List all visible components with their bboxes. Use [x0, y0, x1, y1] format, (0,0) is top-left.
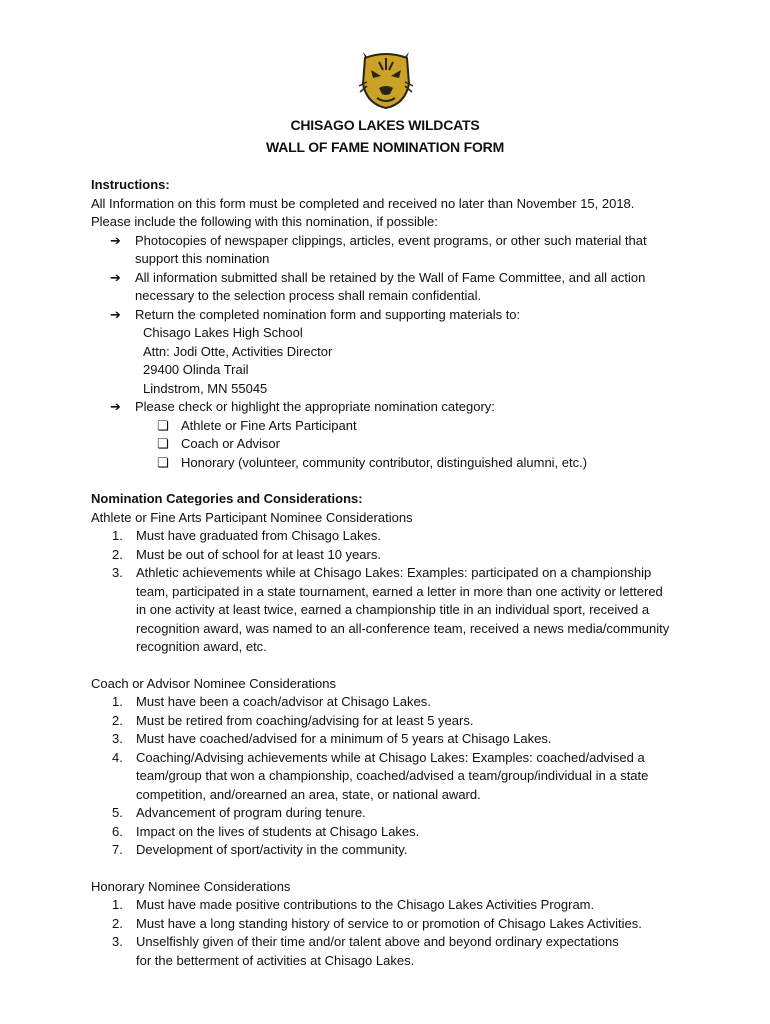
instruction-bullet: ➔ Return the completed nomination form and supporting materials to: [91, 306, 711, 325]
list-item: 1. Must have graduated from Chisago Lakes. [112, 528, 381, 543]
category-option-athlete[interactable]: ❏ Athlete or Fine Arts Participant [91, 417, 711, 436]
list-item: 3. Athletic achievements while at Chisago Lakes: Examples: participated on a championship team, participated in a state tournament, earned a letter in more than one activity or lettered in one activity at least twice, earned a championship title in an individual sport, received a recognition award, was named to an all-conference team, received a news media/community recognition award, etc. [112, 565, 670, 654]
org-title: CHISAGO LAKES WILDCATS [290, 117, 480, 133]
list-item: 2. Must be out of school for at least 10 years. [112, 546, 381, 562]
checkbox-icon[interactable]: ❏ [157, 436, 169, 451]
form-body [91, 176, 711, 970]
considerations-heading: Nomination Categories and Considerations: [91, 491, 363, 506]
list-item: 5. Advancement of program during tenure. [112, 805, 366, 820]
instructions-heading: Instructions: [91, 177, 170, 192]
address-line: 29400 Olinda Trail [143, 362, 249, 377]
list-item: 4. Coaching/Advising achievements while at Chisago Lakes: Examples: coached/advised a team/group that won a championship, coached/advised a team/group/individual in a state competition, and/orearned an area, state, or national award. [112, 749, 649, 802]
list-item: 7. Development of sport/activity in the community. [112, 842, 408, 857]
address-line: Lindstrom, MN 55045 [143, 380, 268, 396]
form-title: WALL OF FAME NOMINATION FORM [265, 139, 505, 155]
arrow-icon: ➔ [110, 232, 121, 248]
include-text: Please include the following with this nomination, if possible: [91, 214, 438, 229]
instruction-bullet: ➔ All information submitted shall be retained by the Wall of Fame Committee, and all action necessary to the selection process shall remain confidential. [110, 269, 646, 303]
arrow-icon: ➔ [110, 306, 121, 322]
coach-section-title: Coach or Advisor Nominee Considerations [91, 675, 336, 691]
deadline-text: All Information on this form must be completed and received no later than November 15, 2018. [91, 195, 635, 211]
checkbox-icon[interactable]: ❏ [157, 454, 169, 470]
address-line: Attn: Jodi Otte, Activities Director [143, 343, 333, 359]
category-option-coach[interactable]: ❏ Coach or Advisor [91, 435, 711, 454]
wildcat-logo-icon [357, 48, 415, 110]
arrow-icon: ➔ [110, 399, 121, 414]
list-item: 2. Must have a long standing history of service to or promotion of Chisago Lakes Activities. [112, 915, 642, 931]
checkbox-icon[interactable]: ❏ [157, 417, 169, 433]
list-item: 1. Must have been a coach/advisor at Chisago Lakes. [112, 694, 431, 709]
category-option-honorary[interactable]: ❏ Honorary (volunteer, community contributor, distinguished alumni, etc.) [91, 454, 711, 473]
honorary-section-title: Honorary Nominee Considerations [91, 878, 291, 894]
list-item: 2. Must be retired from coaching/advising for at least 5 years. [112, 712, 474, 728]
instruction-bullet: ➔ Photocopies of newspaper clippings, articles, event programs, or other such material that support this nomination [110, 232, 647, 266]
list-item: 3. Unselfishly given of their time and/or talent above and beyond ordinary expectations for the betterment of activities at Chisago Lakes. [112, 934, 619, 968]
athlete-section-title: Athlete or Fine Arts Participant Nominee Considerations [91, 509, 413, 525]
arrow-icon: ➔ [110, 269, 121, 285]
instruction-bullet: ➔ Please check or highlight the appropriate nomination category: [91, 398, 711, 417]
list-item: 6. Impact on the lives of students at Chisago Lakes. [112, 823, 420, 839]
list-item: 3. Must have coached/advised for a minimum of 5 years at Chisago Lakes. [112, 731, 552, 746]
address-line: Chisago Lakes High School [143, 325, 303, 340]
list-item: 1. Must have made positive contributions to the Chisago Lakes Activities Program. [112, 897, 595, 912]
